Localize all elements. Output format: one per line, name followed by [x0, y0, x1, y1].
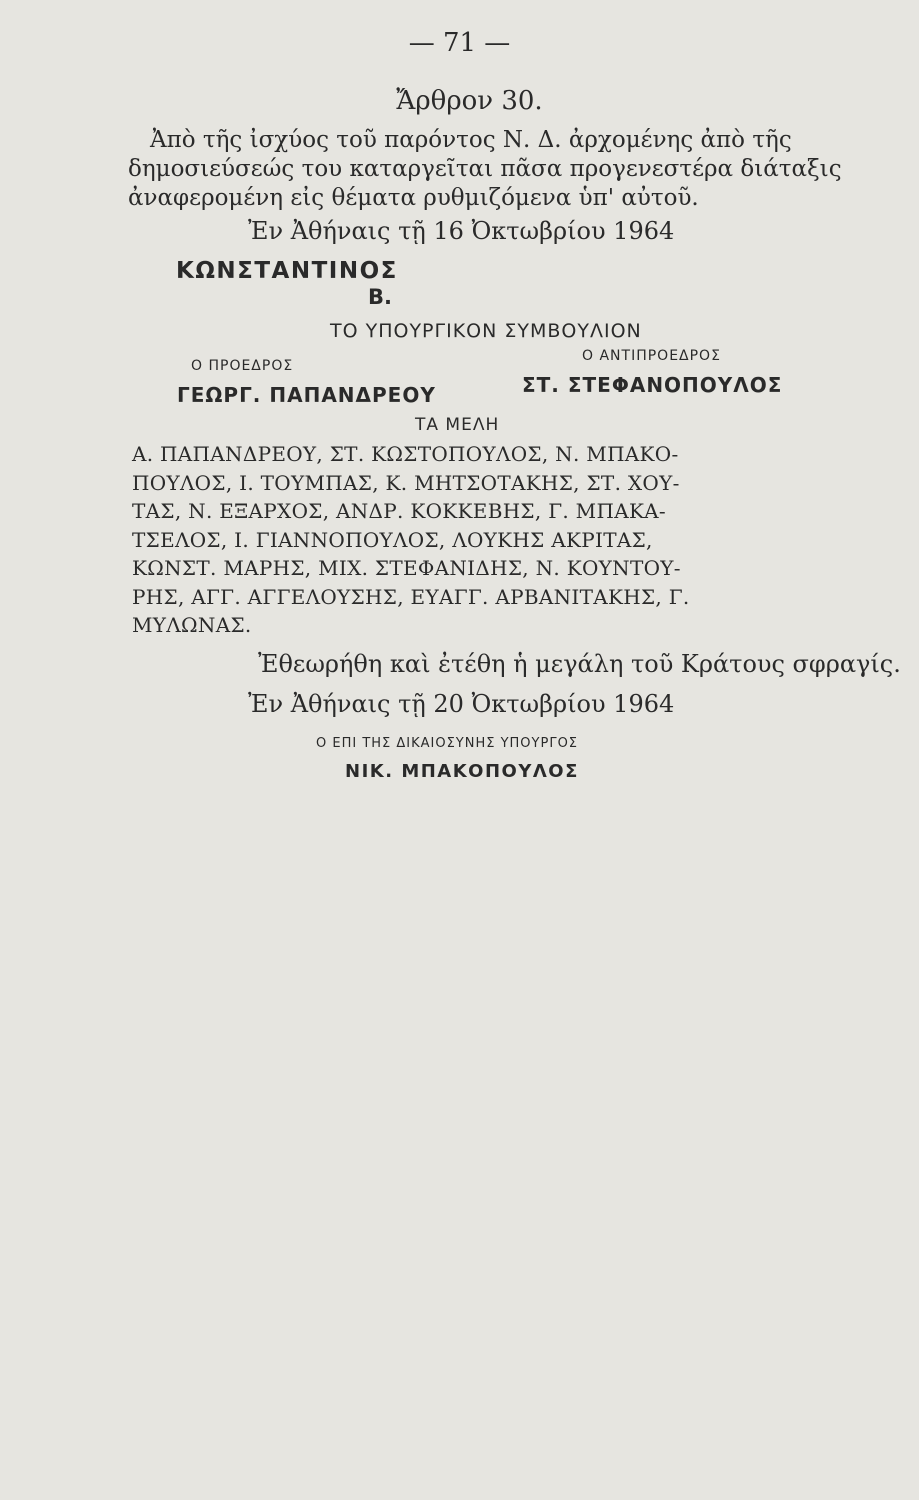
paragraph-line: Ἀπὸ τῆς ἰσχύος τοῦ παρόντος Ν. Δ. ἀρχομένης ἀπὸ τῆς	[150, 127, 792, 153]
vice-president-name: ΣΤ. ΣΤΕΦΑΝΟΠΟΥΛΟΣ	[522, 373, 783, 397]
members-line: ΚΩΝΣΤ. ΜΑΡΗΣ, ΜΙΧ. ΣΤΕΦΑΝΙΔΗΣ, Ν. ΚΟΥΝΤΟΥ-	[132, 556, 681, 580]
members-line: ΤΣΕΛΟΣ, Ι. ΓΙΑΝΝΟΠΟΥΛΟΣ, ΛΟΥΚΗΣ ΑΚΡΙΤΑΣ,	[132, 527, 653, 552]
members-heading: ΤΑ ΜΕΛΗ	[415, 415, 500, 435]
paragraph-line: ἀναφερομένη εἰς θέματα ρυθμιζόμενα ὑπ' αὐτοῦ.	[128, 185, 699, 211]
page-number: — 71 —	[408, 28, 511, 58]
members-list	[132, 440, 822, 640]
article-heading: Ἄρθρον 30.	[396, 86, 543, 116]
president-title: Ο ΠΡΟΕΔΡΟΣ	[191, 358, 294, 374]
members-line: Α. ΠΑΠΑΝΔΡΕΟΥ, ΣΤ. ΚΩΣΤΟΠΟΥΛΟΣ, Ν. ΜΠΑΚΟ-	[132, 442, 679, 466]
members-line: ΠΟΥΛΟΣ, Ι. ΤΟΥΜΠΑΣ, Κ. ΜΗΤΣΟΤΑΚΗΣ, ΣΤ. ΧΟΥ-	[132, 470, 680, 495]
members-line: ΡΗΣ, ΑΓΓ. ΑΓΓΕΛΟΥΣΗΣ, ΕΥΑΓΓ. ΑΡΒΑΝΙΤΑΚΗΣ, Γ.	[132, 584, 690, 609]
date-line-2: Ἐν Ἀθήναις τῇ 20 Ὀκτωβρίου 1964	[248, 690, 675, 718]
minister-name: ΝΙΚ. ΜΠΑΚΟΠΟΥΛΟΣ	[345, 761, 579, 782]
vice-president-title: Ο ΑΝΤΙΠΡΟΕΔΡΟΣ	[582, 348, 721, 364]
seal-line: Ἐθεωρήθη καὶ ἐτέθη ἡ μεγάλη τοῦ Κράτους σφραγίς.	[258, 650, 901, 678]
paragraph-line: δημοσιεύσεώς του καταργεῖται πᾶσα προγενεστέρα διάταξις	[128, 156, 842, 182]
council-title: ΤΟ ΥΠΟΥΡΓΙΚΟΝ ΣΥΜΒΟΥΛΙΟΝ	[330, 320, 642, 342]
date-line: Ἐν Ἀθήναις τῇ 16 Ὀκτωβρίου 1964	[248, 217, 675, 245]
king-suffix: Β.	[368, 285, 392, 309]
members-line: ΜΥΛΩΝΑΣ.	[132, 613, 252, 637]
president-name: ΓΕΩΡΓ. ΠΑΠΑΝΔΡΕΟΥ	[177, 383, 436, 407]
article-paragraph	[128, 126, 842, 213]
members-line: ΤΑΣ, Ν. ΕΞΑΡΧΟΣ, ΑΝΔΡ. ΚΟΚΚΕΒΗΣ, Γ. ΜΠΑΚΑ-	[132, 499, 666, 523]
minister-title: Ο ΕΠΙ ΤΗΣ ΔΙΚΑΙΟΣΥΝΗΣ ΥΠΟΥΡΓΟΣ	[316, 736, 579, 751]
king-signature: ΚΩΝΣΤΑΝΤΙΝΟΣ	[176, 258, 398, 284]
